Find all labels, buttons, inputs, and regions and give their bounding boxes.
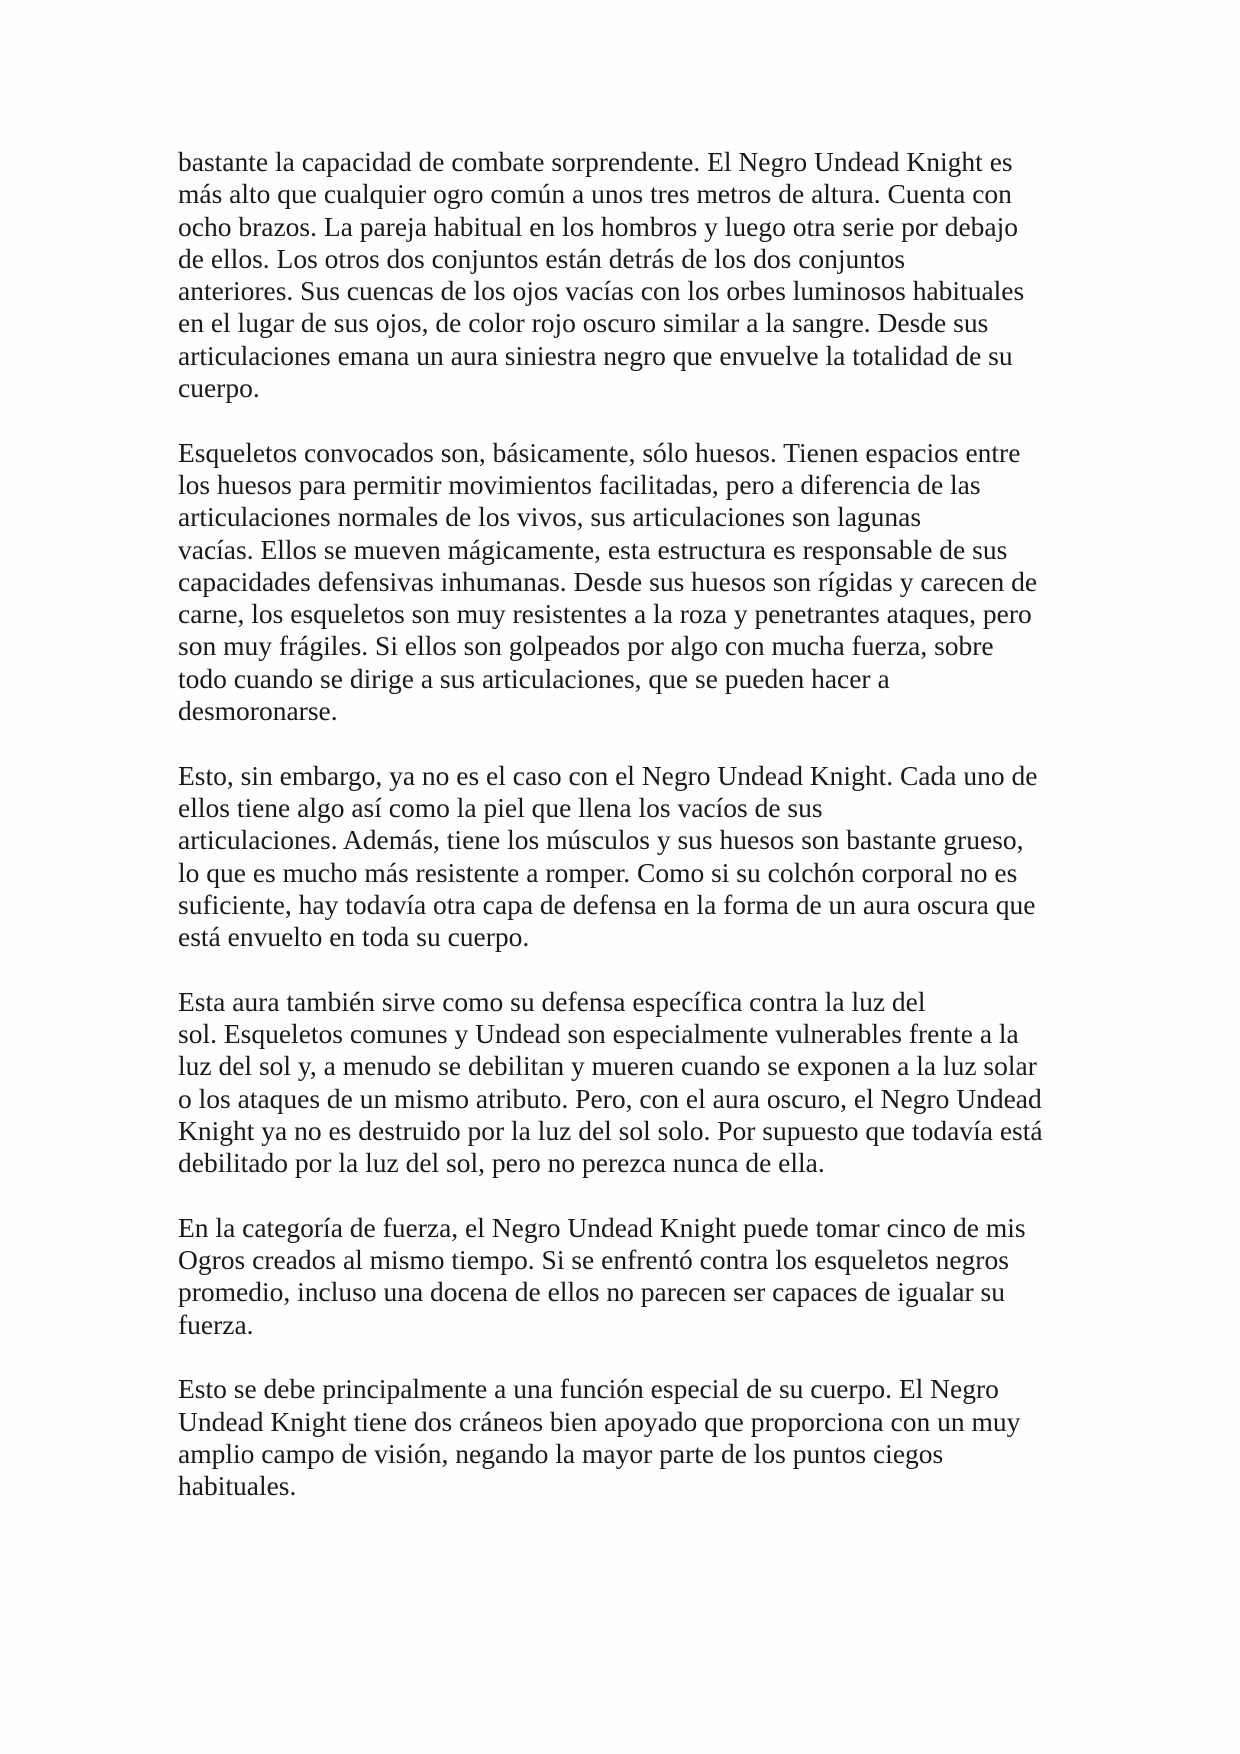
text-line: luz del sol y, a menudo se debilitan y mueren cuando se exponen a la luz solar (178, 1050, 1037, 1082)
text-line: son muy frágiles. Si ellos son golpeados por algo con mucha fuerza, sobre (178, 630, 994, 662)
text-line: bastante la capacidad de combate sorprendente. El Negro Undead Knight es (178, 146, 1013, 177)
text-line: carne, los esqueletos son muy resistentes a la roza y penetrantes ataques, pero (178, 598, 1032, 630)
text-line: Knight ya no es destruido por la luz del sol solo. Por supuesto que todavía está (178, 1114, 1043, 1146)
document-body (178, 146, 1078, 1535)
text-line: o los ataques de un mismo atributo. Pero, con el aura oscuro, el Negro Undead (178, 1082, 1042, 1114)
text-line: articulaciones emana un aura siniestra negro que envuelve la totalidad de su (178, 339, 1013, 371)
text-line: Ogros creados al mismo tiempo. Si se enfrentó contra los esqueletos negros (178, 1244, 1009, 1276)
paragraph (178, 146, 1078, 404)
text-line: de ellos. Los otros dos conjuntos están detrás de los dos conjuntos (178, 242, 906, 274)
text-line: anteriores. Sus cuencas de los ojos vacías con los orbes luminosos habituales (178, 275, 1025, 307)
text-line: Esqueletos convocados son, básicamente, sólo huesos. Tienen espacios entre (178, 436, 1021, 468)
text-line: debilitado por la luz del sol, pero no perezca nunca de ella. (178, 1147, 825, 1179)
text-line: En la categoría de fuerza, el Negro Undead Knight puede tomar cinco de mis (178, 1211, 1026, 1243)
text-line: suficiente, hay todavía otra capa de defensa en la forma de un aura oscura que (178, 888, 1036, 920)
text-line: los huesos para permitir movimientos facilitadas, pero a diferencia de las (178, 468, 981, 500)
text-line: lo que es mucho más resistente a romper. Como si su colchón corporal no es (178, 856, 1018, 888)
text-line: más alto que cualquier ogro común a unos tres metros de altura. Cuenta con (178, 178, 1012, 210)
text-line: vacías. Ellos se mueven mágicamente, esta estructura es responsable de sus (178, 533, 1008, 565)
text-line: promedio, incluso una docena de ellos no parecen ser capaces de igualar su (178, 1276, 1005, 1308)
text-line: desmoronarse. (178, 695, 338, 727)
text-line: ocho brazos. La pareja habitual en los hombros y luego otra serie por debajo (178, 210, 1018, 242)
text-line: cuerpo. (178, 372, 260, 404)
text-line: en el lugar de sus ojos, de color rojo oscuro similar a la sangre. Desde sus (178, 307, 989, 339)
paragraph (178, 1212, 1078, 1341)
paragraph (178, 986, 1078, 1180)
text-line: articulaciones. Además, tiene los músculos y sus huesos son bastante grueso, (178, 824, 1024, 856)
text-line: articulaciones normales de los vivos, sus articulaciones son lagunas (178, 501, 922, 533)
text-line: fuerza. (178, 1308, 254, 1340)
text-line: amplio campo de visión, negando la mayor parte de los puntos ciegos (178, 1437, 944, 1469)
text-line: capacidades defensivas inhumanas. Desde sus huesos son rígidas y carecen de (178, 565, 1038, 597)
text-line: está envuelto en toda su cuerpo. (178, 921, 530, 953)
paragraph (178, 760, 1078, 954)
paragraph (178, 437, 1078, 728)
text-line: sol. Esqueletos comunes y Undead son especialmente vulnerables frente a la (178, 1018, 1019, 1050)
paragraph (178, 1373, 1078, 1502)
text-line: todo cuando se dirige a sus articulaciones, que se pueden hacer a (178, 662, 890, 694)
text-line: habituales. (178, 1470, 297, 1502)
text-line: Esto se debe principalmente a una función especial de su cuerpo. El Negro (178, 1373, 999, 1405)
text-line: Esto, sin embargo, ya no es el caso con el Negro Undead Knight. Cada uno de (178, 759, 1038, 791)
text-line: ellos tiene algo así como la piel que llena los vacíos de sus (178, 791, 823, 823)
text-line: Esta aura también sirve como su defensa específica contra la luz del (178, 985, 926, 1017)
text-line: Undead Knight tiene dos cráneos bien apoyado que proporciona con un muy (178, 1405, 1021, 1437)
